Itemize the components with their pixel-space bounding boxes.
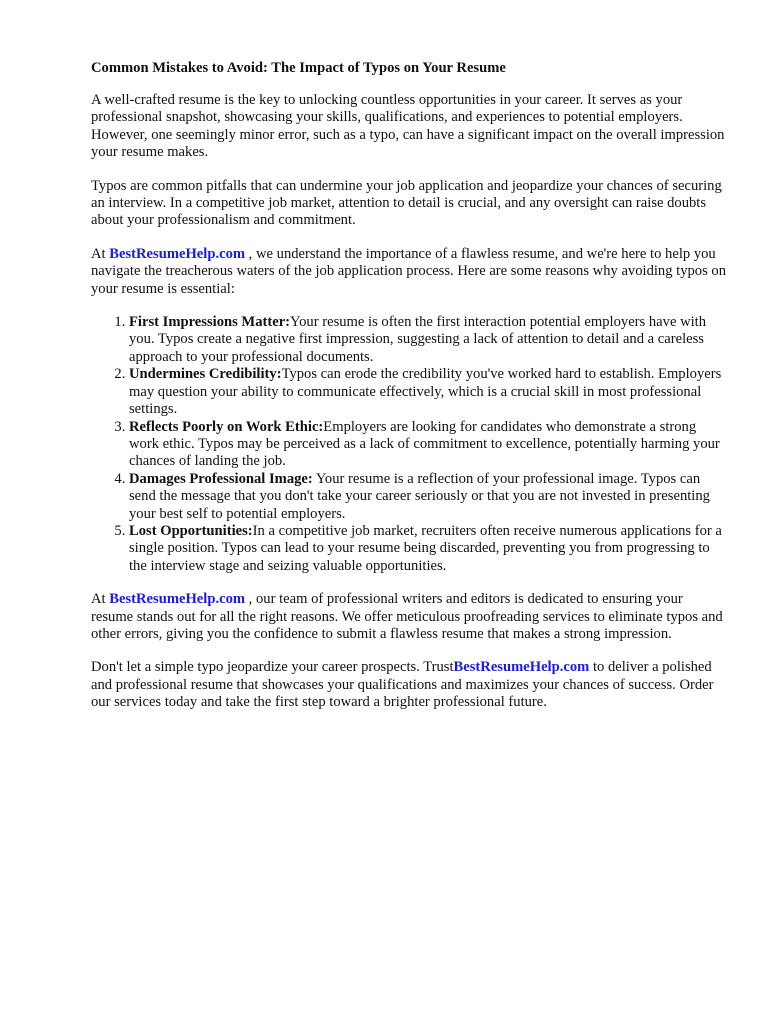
- paragraph-prefix: At: [91, 591, 110, 608]
- list-item-term: Undermines Credibility:: [129, 366, 282, 383]
- list-item-text: Your resume is often the first interaction potential employers have with you. Typos create a negative first impression, suggesting a lack of attention to detail and a careless approach to your professional documents.: [129, 314, 707, 365]
- paragraph-text: , our team of professional writers and editors is dedicated to ensuring your resume stands out for all the right reasons. We offer meticulous proofreading services to eliminate typos and other errors, giving you the confidence to submit a flawless resume that makes a strong impression.: [91, 591, 723, 642]
- list-item: [129, 314, 727, 366]
- list-item-term: Damages Professional Image:: [129, 470, 313, 487]
- services-paragraph: [91, 591, 727, 643]
- list-item-term: First Impressions Matter:: [129, 314, 291, 331]
- list-item-text: Typos can erode the credibility you've worked hard to establish. Employers may question your ability to communicate effectively, which is a crucial skill in most professional settings.: [129, 366, 722, 418]
- list-item-text: Employers are looking for candidates who demonstrate a strong work ethic. Typos may be perceived as a lack of commitment to excellence, potentially harming your chances of landing the job.: [129, 418, 720, 470]
- list-item-text: Your resume is a reflection of your professional image. Typos can send the message that you don't take your career seriously or that you are not invested in presenting your best self to potential employers.: [129, 470, 710, 522]
- typos-paragraph: Typos are common pitfalls that can undermine your job application and jeopardize your chances of securing an interview. In a competitive job market, attention to detail is crucial, and any oversight can raise doubts about your professionalism and commitment.: [91, 177, 722, 229]
- bestresumehelp-link[interactable]: BestResumeHelp.com: [453, 659, 590, 676]
- intro-link-paragraph: [91, 246, 727, 298]
- document-title: Common Mistakes to Avoid: The Impact of Typos on Your Resume: [91, 60, 506, 76]
- closing-paragraph: [91, 659, 727, 711]
- list-item: [129, 366, 727, 418]
- bestresumehelp-link[interactable]: BestResumeHelp.com: [109, 245, 246, 262]
- paragraph-prefix: At: [91, 245, 110, 262]
- list-item-term: Reflects Poorly on Work Ethic:: [129, 418, 324, 435]
- document-page: [91, 58, 727, 728]
- paragraph-text: , we understand the importance of a flawless resume, and we're here to help you navigate the treacherous waters of the job application process. Here are some reasons why avoiding typos on your resume is essential:: [91, 245, 727, 297]
- list-item-term: Lost Opportunities:: [129, 522, 253, 539]
- bestresumehelp-link[interactable]: BestResumeHelp.com: [109, 591, 246, 608]
- list-item-text: In a competitive job market, recruiters often receive numerous applications for a single position. Typos can lead to your resume being discarded, preventing you from progressing to the interview stage and seizing valuable opportunities.: [129, 522, 722, 574]
- list-item: [129, 523, 727, 575]
- intro-paragraph: A well-crafted resume is the key to unlocking countless opportunities in your career. It serves as your professional snapshot, showcasing your skills, qualifications, and experiences to potential employers. However, one seemingly minor error, such as a typo, can have a significant impact on the overall impression your resume makes.: [91, 92, 725, 161]
- paragraph-text: to deliver a polished and professional resume that showcases your qualifications and maximizes your chances of success. Order our services today and take the first step toward a brighter professional future.: [91, 659, 714, 711]
- paragraph-prefix: Don't let a simple typo jeopardize your career prospects. Trust: [91, 659, 454, 676]
- reasons-list: [91, 314, 727, 575]
- list-item: [129, 471, 727, 523]
- list-item: [129, 419, 727, 471]
